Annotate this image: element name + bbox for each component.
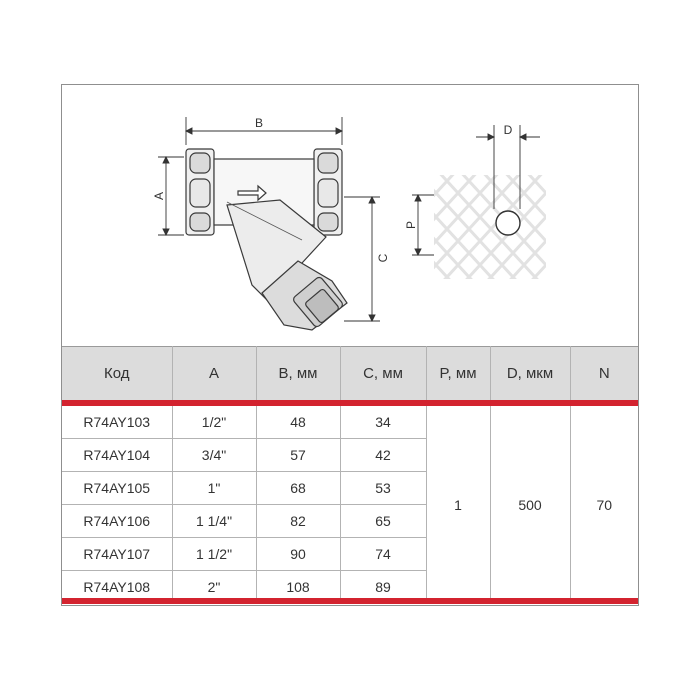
header-p: P, мм [426, 347, 490, 401]
cell-c: 89 [340, 571, 426, 604]
header-code: Код [62, 347, 172, 401]
spec-table [62, 346, 638, 603]
cell-a: 1/2" [172, 406, 256, 439]
y-strainer-drawing [186, 149, 347, 330]
cell-b: 68 [256, 472, 340, 505]
cell-code: R74AY106 [62, 505, 172, 538]
cell-b: 108 [256, 571, 340, 604]
cell-c: 74 [340, 538, 426, 571]
cell-b: 57 [256, 439, 340, 472]
bottom-red-rule [62, 598, 638, 604]
cell-a: 3/4" [172, 439, 256, 472]
mesh-detail-drawing [404, 123, 546, 279]
cell-p-shared: 1 [426, 406, 490, 603]
header-b: B, мм [256, 347, 340, 401]
cell-b: 48 [256, 406, 340, 439]
cell-a: 2" [172, 571, 256, 604]
cell-code: R74AY107 [62, 538, 172, 571]
spec-sheet-frame [61, 84, 639, 606]
cell-c: 53 [340, 472, 426, 505]
table-header-row [62, 347, 638, 401]
cell-n-shared: 70 [596, 496, 613, 513]
header-a: A [172, 347, 256, 401]
technical-drawing [62, 85, 638, 346]
cell-a: 1" [172, 472, 256, 505]
table-row [62, 406, 638, 439]
cell-code: R74AY104 [62, 439, 172, 472]
cell-code: R74AY105 [62, 472, 172, 505]
cell-a: 1 1/4" [172, 505, 256, 538]
dim-label-c: C [376, 253, 390, 263]
cell-b: 90 [256, 538, 340, 571]
header-d: D, мкм [490, 347, 570, 401]
drawing-canvas [62, 85, 638, 346]
cell-c: 42 [340, 439, 426, 472]
cell-code: R74AY103 [62, 406, 172, 439]
cell-d-shared: 500 [490, 406, 570, 603]
header-c: C, мм [340, 347, 426, 401]
dim-label-p: P [404, 220, 418, 230]
cell-c: 34 [340, 406, 426, 439]
header-n: N [570, 347, 638, 401]
dim-label-a: A [152, 191, 166, 201]
cell-a: 1 1/2" [172, 538, 256, 571]
dim-label-d: D [503, 123, 513, 137]
dim-label-b: B [254, 116, 264, 130]
cell-c: 65 [340, 505, 426, 538]
cell-code: R74AY108 [62, 571, 172, 604]
cell-b: 82 [256, 505, 340, 538]
